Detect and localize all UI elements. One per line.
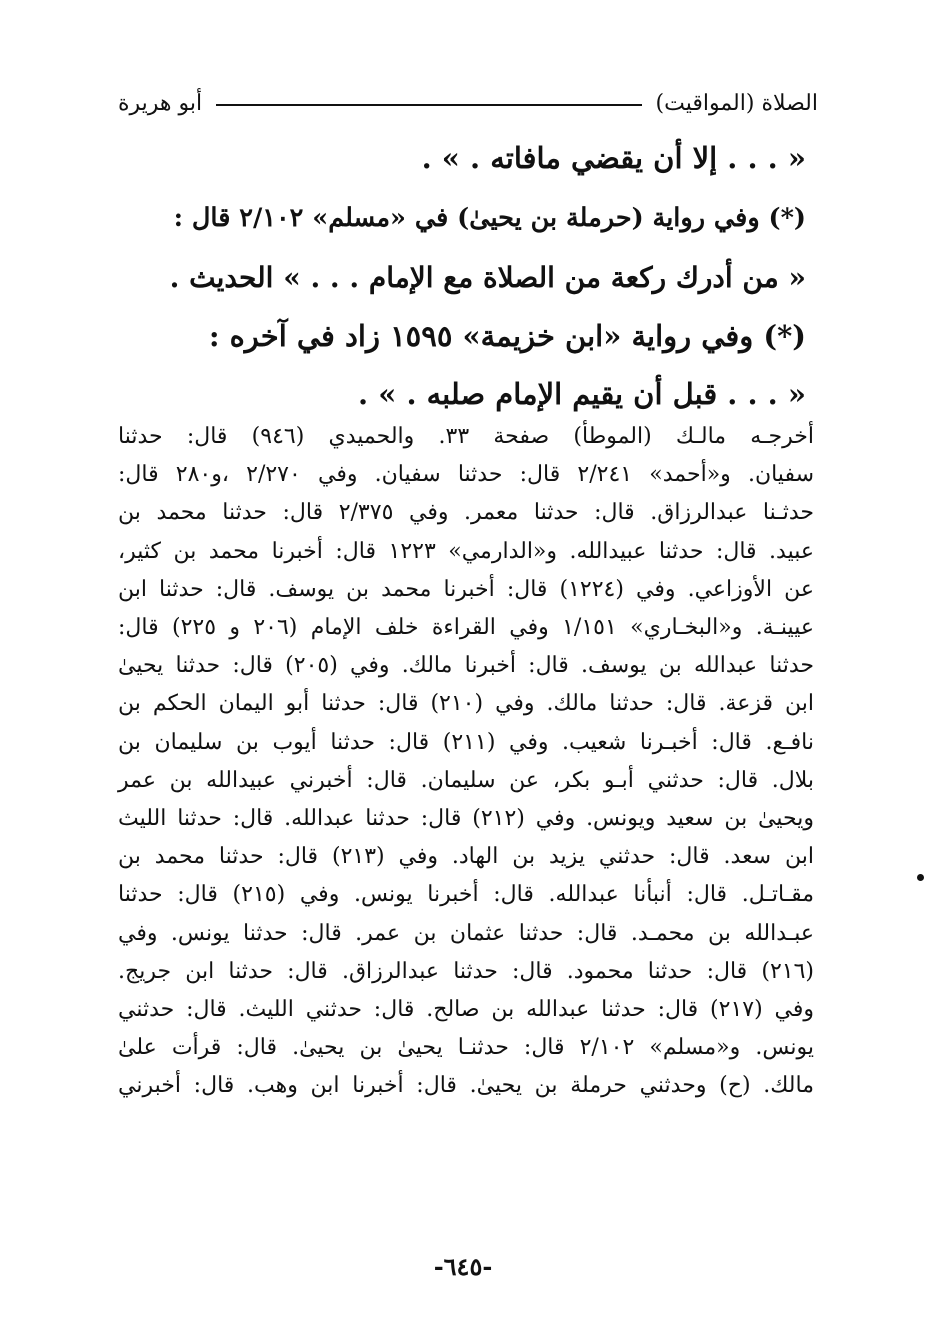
takhrij-paragraph (118, 418, 814, 1106)
running-header (118, 86, 818, 120)
body-line: بلال. قال: حدثني أبـو بكر، عن سليمان. قال: أخبرني عبيدالله بن عمر (118, 767, 814, 793)
body-line: مالك. (ح) وحدثني حرملة بن يحيىٰ. قال: أخبرنا ابن وهب. قال: أخبرني (118, 1073, 814, 1099)
body-line: أخرجـه مالـك (الموطأ) صفحة ٣٣. والحميدي (٩٤٦) قال: حدثنا (118, 424, 814, 449)
body-line: سفيان. و«أحمد» ٢/٢٤١ قال: حدثنا سفيان. وفي ٢/٢٧٠ ،و٢٨٠ قال: (118, 462, 814, 488)
quote-line-5: « . . . قبل أن يقيم الإمام صلبه . » . (358, 377, 806, 411)
body-line: حدثنا عبدالله بن يوسف. قال: أخبرنا مالك. وفي (٢٠٥) قال: حدثنا يحيىٰ (118, 653, 814, 679)
quote-line-1: « . . . إلا أن يقضي مافاته . » . (421, 141, 806, 175)
body-line: نافـع. قال: أخبـرنا شعيب. وفي (٢١١) قال: حدثنا أيوب بن سليمان بن (118, 729, 814, 755)
quote-line-3: « من أدرك ركعة من الصلاة مع الإمام . . . » الحديث . (169, 261, 806, 294)
page-number: -٦٤٥- (433, 1252, 493, 1281)
body-line: ابن قزعة. قال: حدثنا مالك. وفي (٢١٠) قال: حدثنا أبو اليمان الحكم بن (118, 691, 814, 717)
body-line: يونس. و«مسلم» ٢/١٠٢ قال: حدثنـا يحيىٰ بن يحيىٰ. قال: قرأت علىٰ (118, 1035, 814, 1061)
body-line: حدثـنا عبدالرزاق. قال: حدثنا معمر. وفي ٢/٣٧٥ قال: حدثنا محمد بن (118, 500, 814, 526)
body-line: ابن سعد. قال: حدثني يزيد بن الهاد. وفي (٢١٣) قال: حدثنا محمد بن (118, 844, 814, 870)
body-line: عبيد. قال: حدثنا عبيدالله. و«الدارمي» ١٢٢٣ قال: أخبرنا محمد بن كثير، (118, 538, 814, 564)
quote-line-2: (*) وفي رواية (حرملة بن يحيىٰ) في «مسلم» ٢/١٠٢ قال : (173, 203, 806, 233)
body-line: عيينـة. و«البخـاري» ١/١٥١ وفي القراءة خلف الإمام (٢٠٦ و ٢٢٥) قال: (118, 615, 814, 641)
body-line: عن الأوزاعي. وفي (١٢٢٤) قال: أخبرنا محمد بن يوسف. قال: حدثنا ابن (118, 576, 814, 602)
margin-dot (917, 874, 924, 881)
body-line: ويحيىٰ بن سعيد ويونس. وفي (٢١٢) قال: حدثنا عبدالله. قال: حدثنا الليث (118, 806, 814, 832)
header-chapter-title: الصلاة (المواقيت) (655, 90, 818, 116)
body-line: عبـدالله بن محمـد. قال: حدثنا عثمان بن عمر. قال: حدثنا يونس. وفي (118, 920, 814, 946)
header-narrator-title: أبو هريرة (118, 90, 203, 116)
body-line: (٢١٦) قال: حدثنا محمود. قال: حدثنا عبدالرزاق. قال: حدثنا ابن جريج. (118, 958, 814, 984)
body-line: مقـاتـل. قال: أنبأنا عبدالله. قال: أخبرنا يونس. وفي (٢١٥) قال: حدثنا (118, 882, 814, 908)
body-line: وفي (٢١٧) قال: حدثنا عبدالله بن صالح. قال: حدثني الليث. قال: حدثني (118, 997, 814, 1023)
quote-line-4: (*) وفي رواية «ابن خزيمة» ١٥٩٥ زاد في آخره : (208, 319, 806, 353)
header-rule (216, 104, 641, 106)
